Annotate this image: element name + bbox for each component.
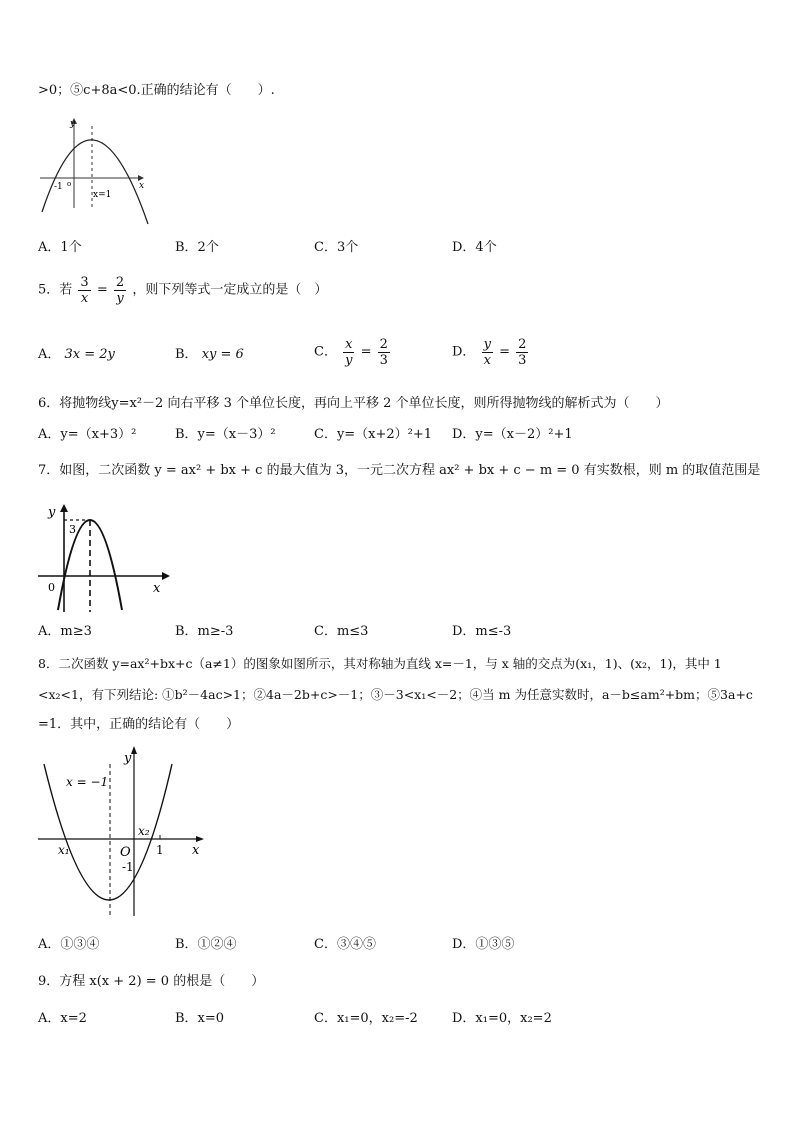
- q5-option-d-eq: =: [499, 344, 510, 360]
- q6-option-a[interactable]: A．y=（x+3）²: [38, 427, 137, 442]
- q6-option-d[interactable]: D．y=（x－2）²+1: [452, 427, 573, 442]
- q8-statement-line1: 8．二次函数 y=ax²+bx+c（a≠1）的图象如图所示，其对称轴为直线 x=－1，与 x 轴的交点为(x₁，1)、(x₂，1)，其中 1: [38, 656, 722, 671]
- q8-x-label: x: [192, 843, 200, 858]
- q5-fraction-1: [78, 275, 90, 306]
- q6-option-c[interactable]: C．y=（x+2）²+1: [314, 427, 433, 442]
- q5-statement: [38, 275, 327, 306]
- q8-y-arrow: [131, 746, 137, 754]
- q7-graph: [36, 500, 176, 615]
- q7-option-b[interactable]: B．m≥-3: [175, 624, 234, 639]
- q9-statement: 9．方程 x(x + 2) = 0 的根是（ ）: [38, 974, 265, 989]
- q5-equals: =: [96, 282, 108, 298]
- q5-option-d-num2: 2: [518, 337, 527, 352]
- q8-option-a[interactable]: A．①③④: [38, 937, 100, 952]
- q5-option-d-num: y: [483, 337, 491, 352]
- q7-y-arrow: [60, 504, 68, 512]
- q5-frac1-den: x: [80, 291, 89, 306]
- q8-graph: [36, 744, 216, 924]
- q5-option-c-num2: 2: [379, 337, 388, 352]
- q4-axis-label: x=1: [93, 190, 112, 200]
- q5-option-c-eq: =: [360, 344, 372, 360]
- q9-option-b[interactable]: B．x=0: [175, 1011, 225, 1026]
- q7-origin-label: 0: [48, 581, 55, 594]
- q4-origin-label: o: [67, 180, 72, 188]
- q5-frac2-num: 2: [115, 275, 125, 290]
- q7-statement: 7．如图，二次函数 y = ax² + bx + c 的最大值为 3，一元二次方程 ax² + bx + c − m = 0 有实数根，则 m 的取值范围是: [38, 463, 761, 478]
- q4-y-label: y: [70, 119, 76, 129]
- q7-option-d[interactable]: D．m≤-3: [452, 624, 512, 639]
- q5-suffix: ，则下列等式一定成立的是（ ）: [132, 282, 328, 298]
- q5-option-c-frac-right: [378, 337, 390, 368]
- q5-option-b[interactable]: [175, 346, 244, 364]
- q5-option-c-letter: C．: [314, 344, 337, 360]
- q5-option-d[interactable]: [452, 337, 530, 368]
- q8-x1-label: x₁: [58, 843, 70, 857]
- q8-y-label: y: [124, 751, 132, 766]
- q5-frac2-den: y: [116, 291, 124, 306]
- q5-option-b-text: xy = 6: [201, 347, 244, 362]
- q4-option-d[interactable]: D．4个: [452, 240, 497, 255]
- q9-option-d[interactable]: D．x₁=0，x₂=2: [452, 1011, 552, 1026]
- q5-frac1-num: 3: [80, 275, 89, 290]
- q4-statement-tail: >0；⑤c+8a<0.正确的结论有（ ）.: [38, 83, 275, 98]
- q8-option-c[interactable]: C．③④⑤: [314, 937, 376, 952]
- q8-statement-line2: <x₂<1，有下列结论: ①b²－4ac>1；②4a－2b+c>－1；③－3<x₁<－2；④当 m 为任意实数时，a－b≤am²+bm；⑤3a+c: [38, 687, 753, 702]
- q5-option-c-num: x: [343, 337, 354, 353]
- q7-y-label: y: [48, 505, 56, 520]
- q4-option-b[interactable]: B．2个: [175, 240, 219, 255]
- q7-option-c[interactable]: C．m≤3: [314, 624, 369, 639]
- q5-option-b-letter: B．: [175, 347, 198, 362]
- q5-option-d-den2: 3: [518, 353, 527, 368]
- q7-x-arrow: [162, 572, 170, 580]
- q4-option-a[interactable]: A．1个: [38, 240, 82, 255]
- q8-one-label: 1: [156, 843, 164, 857]
- q8-x-arrow: [196, 836, 204, 842]
- q5-option-c[interactable]: [314, 337, 392, 368]
- q5-option-d-letter: D．: [452, 344, 476, 360]
- q5-option-c-den: y: [345, 353, 353, 368]
- q7-max-label: 3: [69, 523, 76, 536]
- q5-option-d-frac-right: [516, 337, 528, 368]
- q4-option-c[interactable]: C．3个: [314, 240, 359, 255]
- q8-axis-label: x = −1: [66, 775, 109, 789]
- q6-statement: 6．将抛物线y=x²－2 向右平移 3 个单位长度，再向上平移 2 个单位长度，则所得抛物线的解析式为（ ）: [38, 396, 669, 411]
- q5-prefix: 5．若: [38, 282, 73, 298]
- q6-option-b[interactable]: B．y=（x－3）²: [175, 427, 276, 442]
- q8-option-b[interactable]: B．①②④: [175, 937, 237, 952]
- q8-option-d[interactable]: D．①③⑤: [452, 937, 515, 952]
- q4-x-label: x: [139, 181, 145, 191]
- q9-option-a[interactable]: A．x=2: [38, 1011, 87, 1026]
- q4-neg1-label: -1: [54, 182, 63, 192]
- q8-x2-label: x₂: [138, 824, 150, 838]
- q8-origin-label: O: [120, 845, 131, 860]
- q8-statement-line3: =1．其中，正确的结论有（ ）: [38, 717, 240, 732]
- q5-option-d-den: x: [483, 353, 491, 368]
- q5-option-a[interactable]: [38, 346, 115, 364]
- q5-option-c-den2: 3: [379, 353, 388, 368]
- q5-option-d-frac-left: [482, 337, 493, 368]
- q5-option-a-letter: A．: [38, 347, 61, 362]
- q8-neg1-label: -1: [122, 860, 134, 874]
- q5-fraction-2: [114, 275, 126, 306]
- q5-option-c-frac-left: [343, 337, 354, 368]
- q5-option-a-text: 3x = 2y: [64, 347, 115, 362]
- q7-x-label: x: [153, 581, 161, 596]
- q7-option-a[interactable]: A．m≥3: [38, 624, 92, 639]
- q4-graph: [36, 116, 156, 228]
- q9-option-c[interactable]: C．x₁=0，x₂=-2: [314, 1011, 418, 1026]
